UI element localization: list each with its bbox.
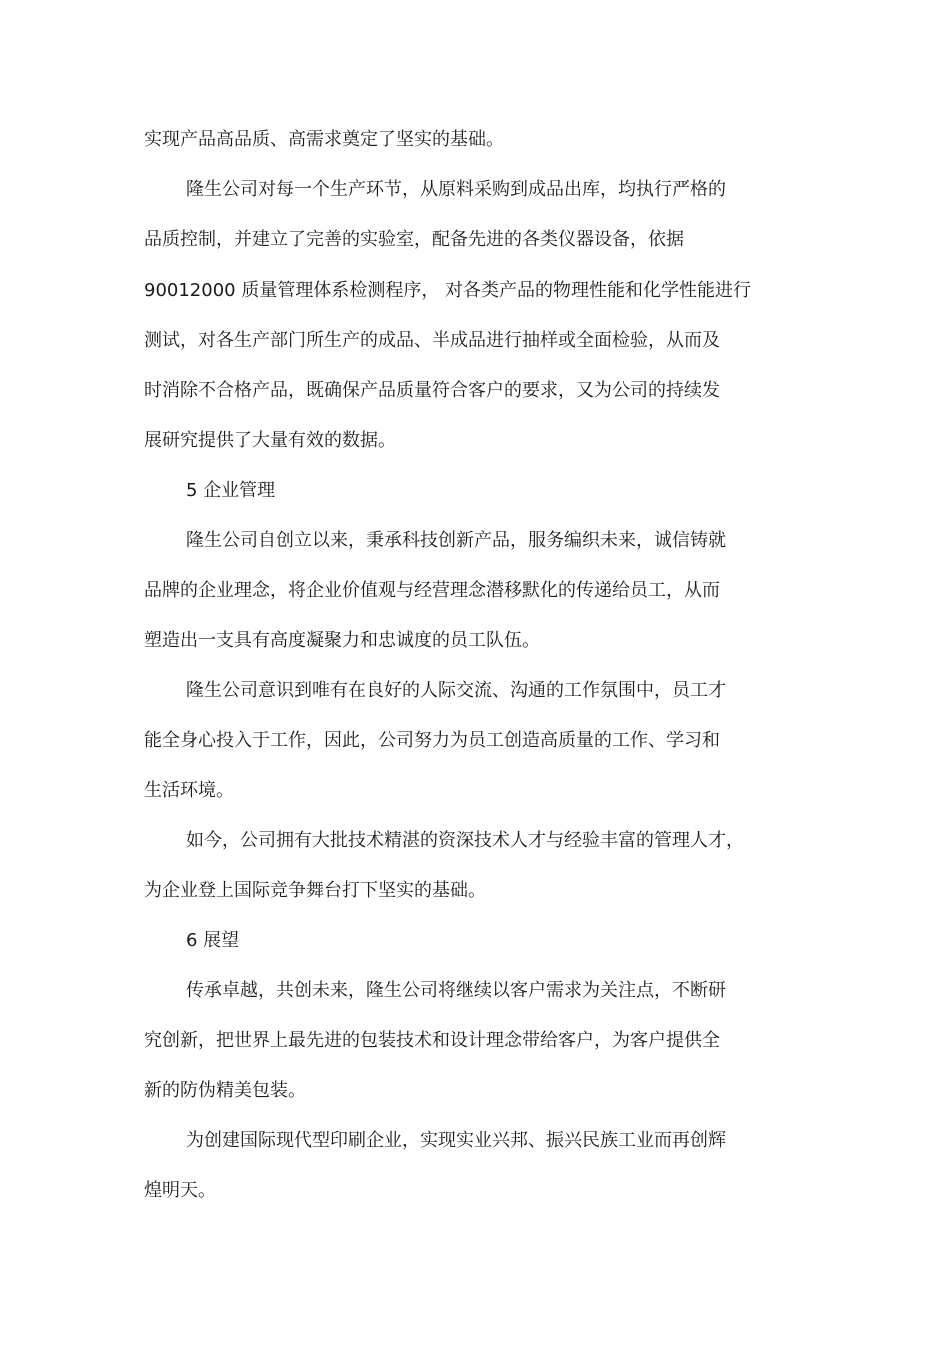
body-text-line: 能全身心投入于工作，因此，公司努力为员工创造高质量的工作、学习和 [144, 730, 720, 751]
body-text-line: 隆生公司自创立以来，秉承科技创新产品，服务编织未来，诚信铸就 [186, 530, 726, 551]
body-text-line: 为企业登上国际竞争舞台打下坚实的基础。 [144, 880, 486, 901]
body-text-line: 隆生公司对每一个生产环节，从原料采购到成品出库，均执行严格的 [186, 179, 726, 200]
body-text-line: 传承卓越，共创未来，隆生公司将继续以客户需求为关注点，不断研 [186, 980, 726, 1001]
section-heading: 6 展望 [186, 930, 240, 951]
body-text-line: 品牌的企业理念，将企业价值观与经营理念潜移默化的传递给员工，从而 [144, 580, 720, 601]
body-text-line: 煌明天。 [144, 1180, 216, 1201]
body-text-line: 展研究提供了大量有效的数据。 [144, 430, 396, 451]
body-text-line: 90012000 质量管理体系检测程序， 对各类产品的物理性能和化学性能进行 [144, 280, 752, 301]
body-text-line: 品质控制，并建立了完善的实验室，配备先进的各类仪器设备，依据 [144, 229, 684, 250]
body-text-line: 为创建国际现代型印刷企业，实现实业兴邦、振兴民族工业而再创辉 [186, 1130, 726, 1151]
body-text-line: 测试，对各生产部门所生产的成品、半成品进行抽样或全面检验，从而及 [144, 330, 720, 351]
body-text-line: 时消除不合格产品，既确保产品质量符合客户的要求，又为公司的持续发 [144, 380, 720, 401]
section-heading: 5 企业管理 [186, 480, 276, 501]
body-text-line: 新的防伪精美包装。 [144, 1080, 306, 1101]
body-text-line: 实现产品高品质、高需求奠定了坚实的基础。 [144, 129, 504, 150]
body-text-line: 生活环境。 [144, 780, 234, 801]
body-text-line: 塑造出一支具有高度凝聚力和忠诚度的员工队伍。 [144, 630, 540, 651]
body-text-line: 究创新，把世界上最先进的包装技术和设计理念带给客户，为客户提供全 [144, 1030, 720, 1051]
body-text-line: 如今，公司拥有大批技术精湛的资深技术人才与经验丰富的管理人才， [186, 830, 744, 851]
body-text-line: 隆生公司意识到唯有在良好的人际交流、沟通的工作氛围中，员工才 [186, 680, 726, 701]
